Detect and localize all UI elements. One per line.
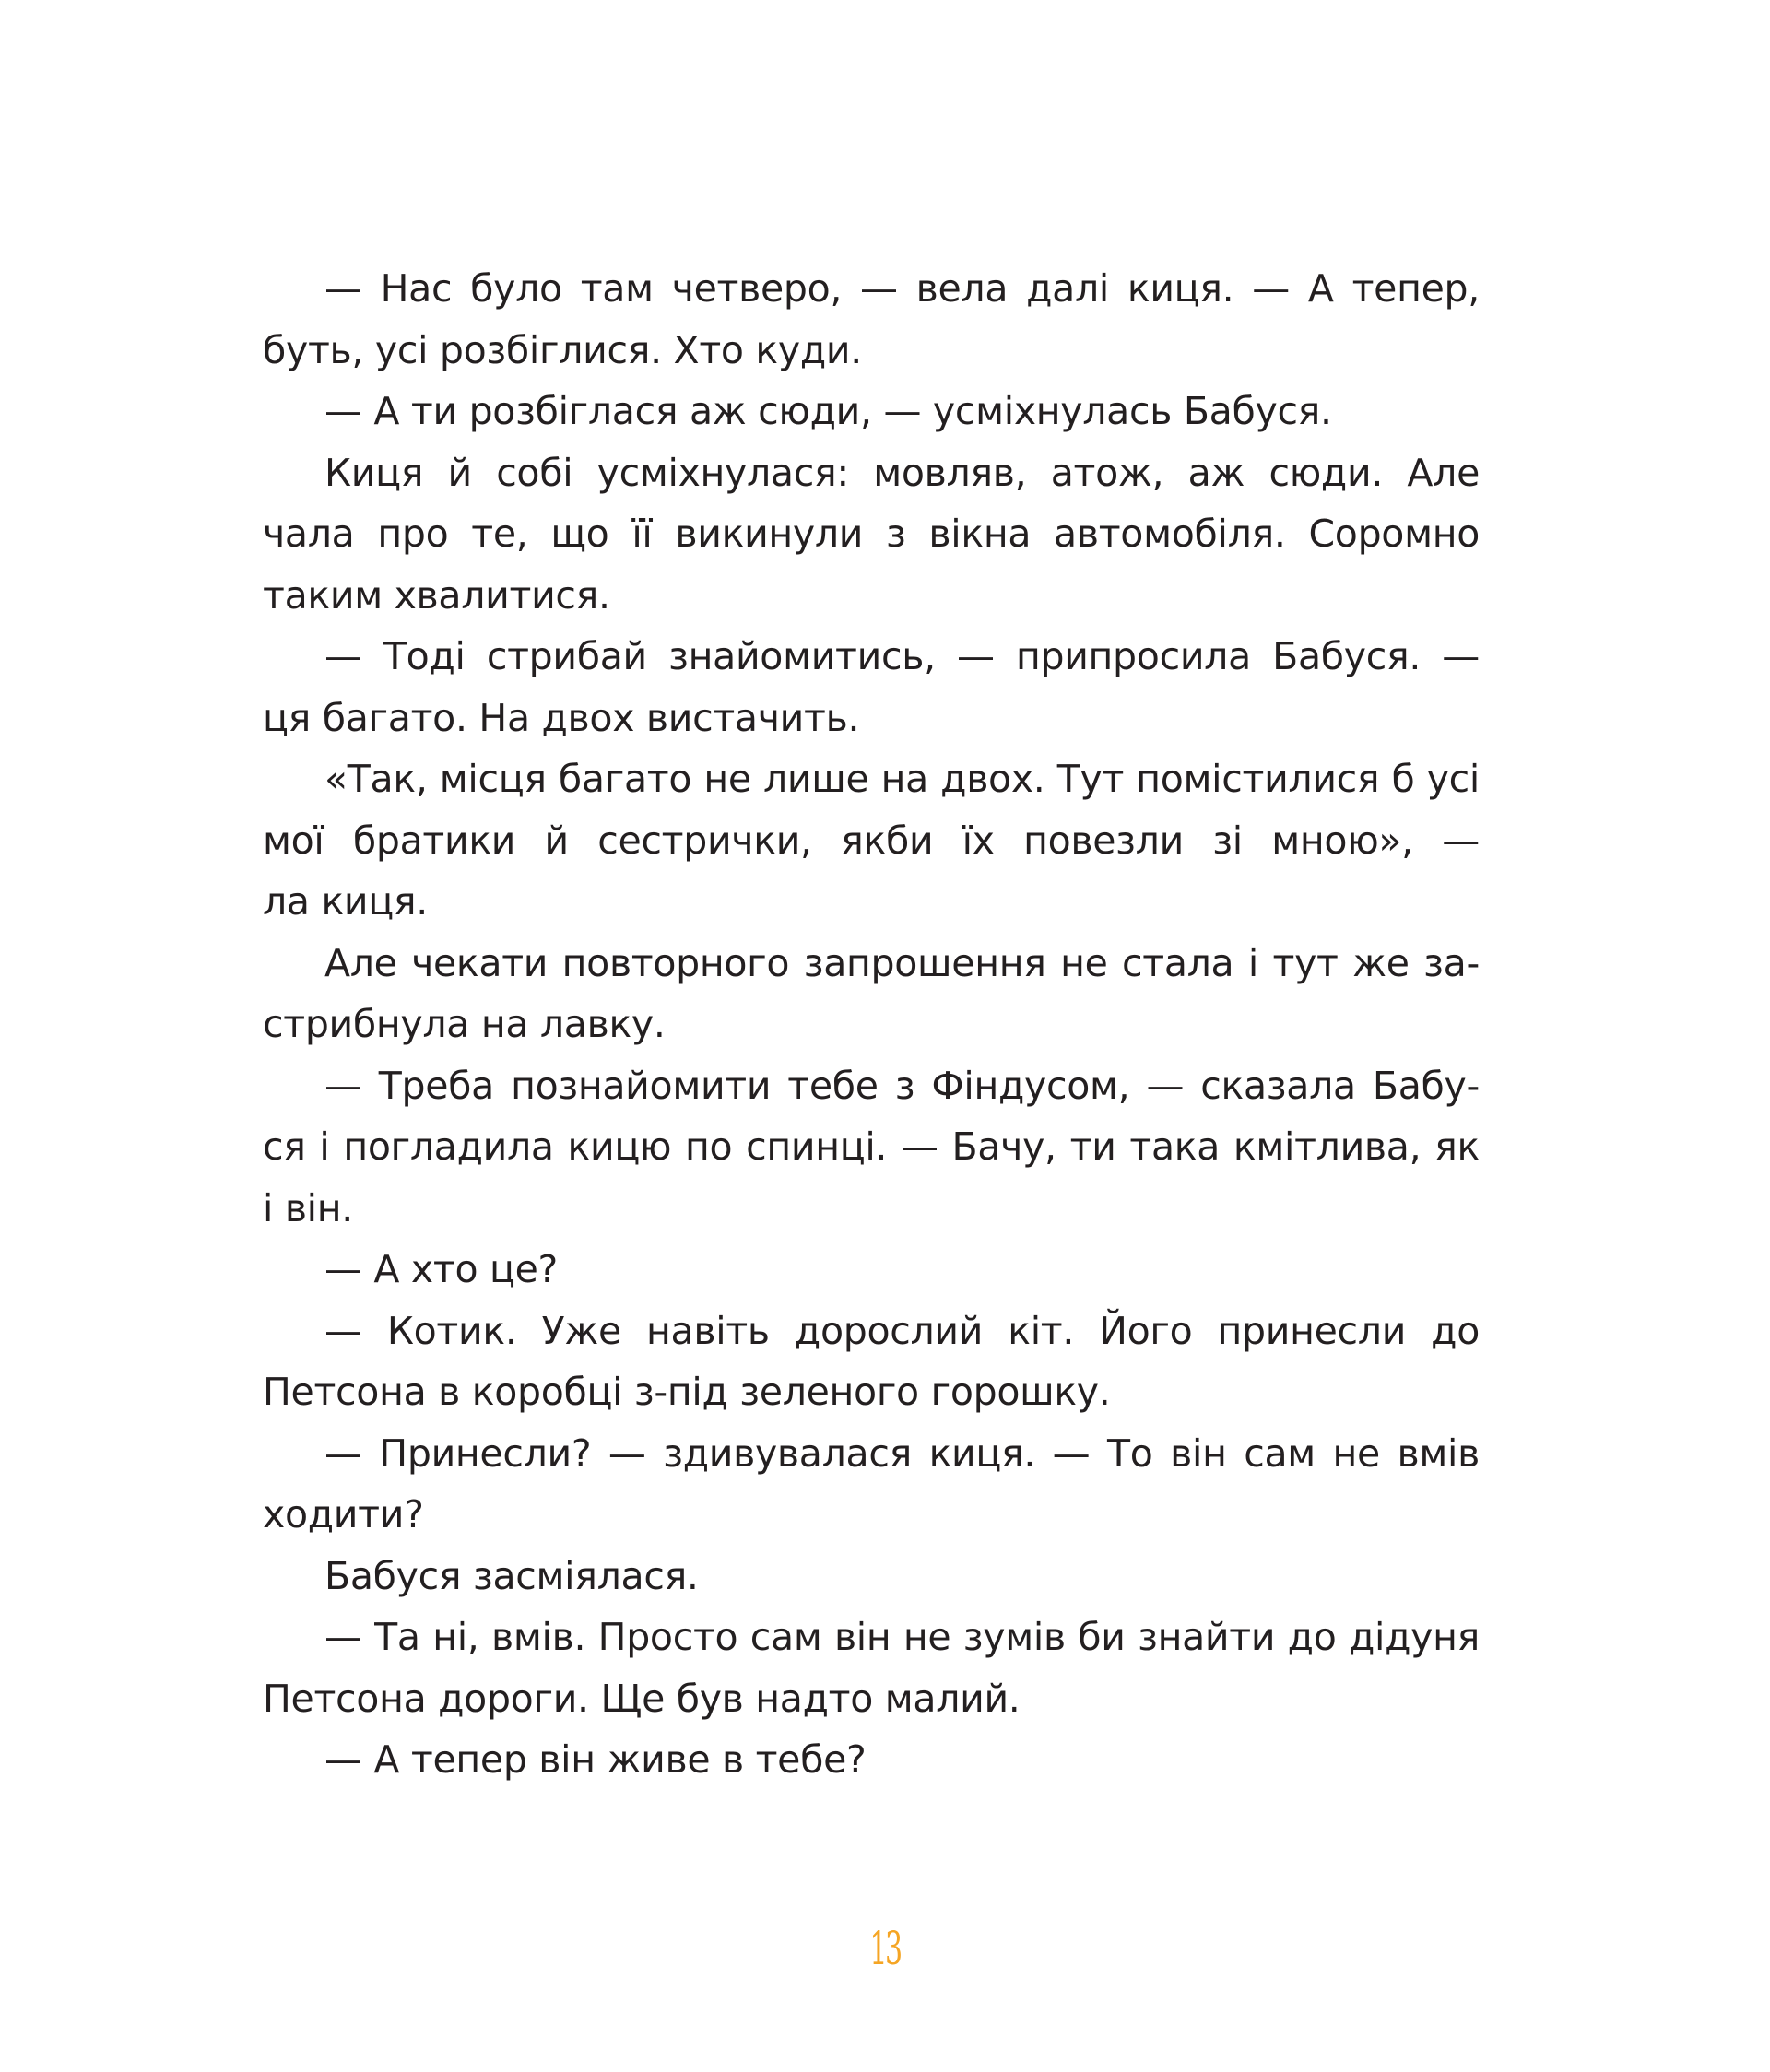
text-line: Але чекати повторного запрошення не стала і тут же за- (324, 940, 1480, 985)
text-line: таким хвалитися. (263, 572, 610, 618)
text-line: і він. (263, 1185, 354, 1230)
text-line: ходити? (263, 1492, 424, 1536)
text-line: чала про те, що її викинули з вікна автомобіля. Соромно (263, 512, 1480, 556)
text-line: — Котик. Уже навіть дорослий кіт. Його принесли до (324, 1308, 1480, 1353)
text-line: — Тоді стрибай знайомитись, — припросила Бабуся. — (324, 634, 1480, 678)
body-text (263, 258, 1480, 1791)
text-line: — Принесли? — здивувалася киця. — То він сам не вмів (324, 1430, 1480, 1476)
text-line: стрибнула на лавку. (263, 1002, 666, 1046)
text-line: Бабуся засміялася. (324, 1553, 699, 1598)
text-line: — Та ні, вмів. Просто сам він не зумів би знайти до дідуня (324, 1615, 1480, 1659)
text-line: мої братики й сестрички, якби їх повезли зі мною», — (263, 818, 1480, 863)
text-line: — А ти розбіглася аж сюди, — усміхнулась Бабуся. (324, 389, 1332, 433)
text-line: — Треба познайомити тебе з Фіндусом, — сказала Бабу- (324, 1063, 1480, 1108)
text-line: Петсона дороги. Ще був надто малий. (263, 1676, 1021, 1721)
text-line: — А хто це? (324, 1247, 558, 1291)
text-line: буть, усі розбіглися. Хто куди. (263, 327, 862, 372)
text-line: ця багато. На двох вистачить. (263, 695, 860, 740)
text-line: «Так, місця багато не лише на двох. Тут помістилися б усі (324, 757, 1480, 801)
text-line: — А тепер він живе в тебе? (324, 1737, 867, 1782)
text-line: Киця й собі усміхнулася: мовляв, атож, аж сюди. Але (324, 450, 1480, 495)
page-number: 13 (869, 1922, 901, 1975)
text-line: — Нас було там четверо, — вела далі киця. — А тепер, (324, 266, 1480, 311)
text-line: Петсона в коробці з-під зеленого горошку. (263, 1370, 1111, 1414)
text-line: ла киця. (263, 879, 428, 924)
text-line: ся і погладила кицю по спинці. — Бачу, ти така кмітлива, як (263, 1124, 1480, 1169)
